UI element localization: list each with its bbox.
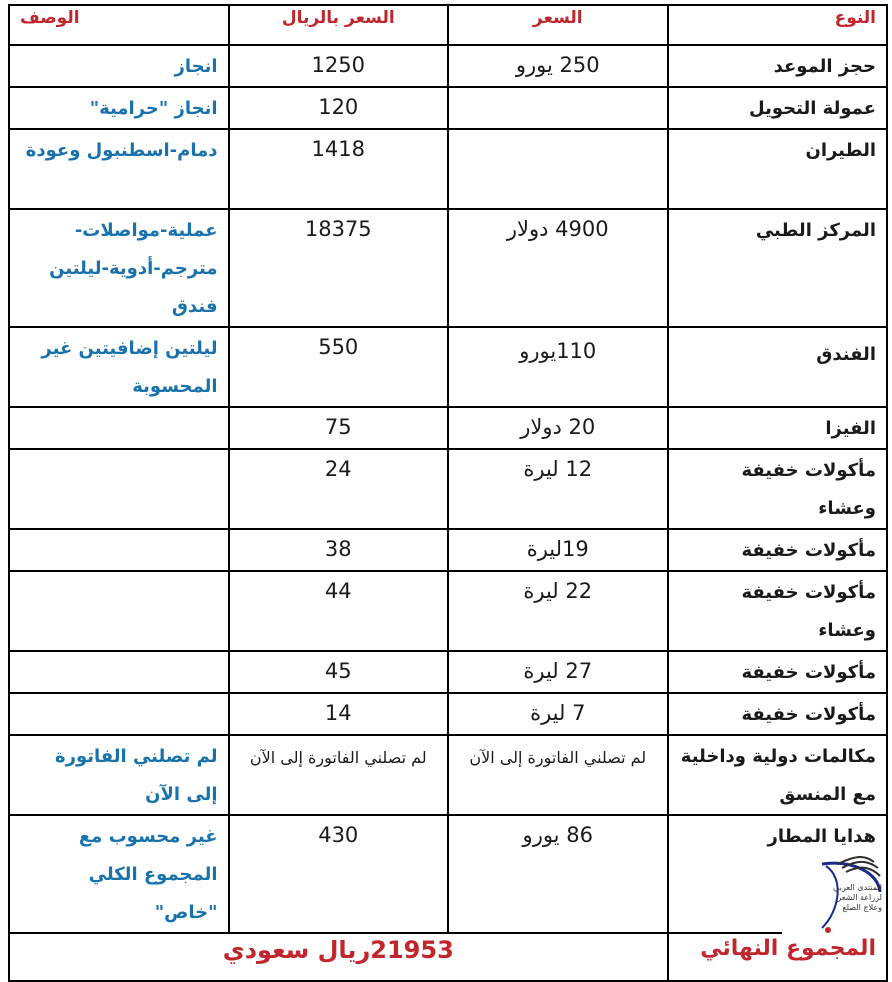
- table-row: [9, 815, 887, 933]
- cell-type: الفندق: [668, 327, 888, 407]
- header-type: النوع: [668, 5, 888, 45]
- total-value: 21953ريال سعودي: [9, 933, 668, 981]
- table-row: [9, 449, 887, 529]
- table-row: [9, 651, 887, 693]
- table-row: [9, 45, 887, 87]
- cell-price-sar: 44: [229, 571, 449, 651]
- cell-description: انجاز "حرامية": [9, 87, 229, 129]
- logo-graphic: [782, 852, 886, 936]
- cell-price-sar: 38: [229, 529, 449, 571]
- cell-type: الطيران: [668, 129, 888, 209]
- cell-price: 27 ليرة: [448, 651, 668, 693]
- cell-description: [9, 529, 229, 571]
- cell-price: 19ليرة: [448, 529, 668, 571]
- cell-description: ليلتين إضافيتين غير المحسوبة: [9, 327, 229, 407]
- cell-price-sar: 1250: [229, 45, 449, 87]
- table-row: [9, 327, 887, 407]
- cell-description: غير محسوب مع المجموع الكلي "خاص": [9, 815, 229, 933]
- cell-price-sar: 1418: [229, 129, 449, 209]
- cell-price-sar: لم تصلني الفاتورة إلى الآن: [229, 735, 449, 815]
- cell-price: [448, 129, 668, 209]
- cell-description: [9, 693, 229, 735]
- cell-type: مأكولات خفيفة وعشاء: [668, 571, 888, 651]
- cell-type: عمولة التحويل: [668, 87, 888, 129]
- cell-price-sar: 45: [229, 651, 449, 693]
- header-row: [9, 5, 887, 45]
- cell-description: دمام-اسطنبول وعودة: [9, 129, 229, 209]
- cell-type: الفيزا: [668, 407, 888, 449]
- table-row: [9, 407, 887, 449]
- cell-price: 4900 دولار: [448, 209, 668, 327]
- cell-description: [9, 571, 229, 651]
- cell-type: مأكولات خفيفة: [668, 693, 888, 735]
- cell-description: انجاز: [9, 45, 229, 87]
- cell-price: لم تصلني الفاتورة إلى الآن: [448, 735, 668, 815]
- cell-type: مأكولات خفيفة: [668, 529, 888, 571]
- cell-description: عملية-مواصلات-مترجم-أدوية-ليلتين فندق: [9, 209, 229, 327]
- cell-price: 7 ليرة: [448, 693, 668, 735]
- cell-description: [9, 449, 229, 529]
- table-row: [9, 87, 887, 129]
- table-row: [9, 529, 887, 571]
- cell-price: 22 ليرة: [448, 571, 668, 651]
- cell-price: 110يورو: [448, 327, 668, 407]
- total-row: [9, 933, 887, 981]
- cell-type: مكالمات دولية وداخلية مع المنسق: [668, 735, 888, 815]
- cell-price-sar: 24: [229, 449, 449, 529]
- logo-line-1: المنتدى العربي: [833, 883, 882, 892]
- cell-price-sar: 14: [229, 693, 449, 735]
- cost-table: [8, 4, 888, 982]
- cell-type: المركز الطبي: [668, 209, 888, 327]
- total-label: المجموع النهائي: [668, 933, 888, 981]
- cell-price-sar: 18375: [229, 209, 449, 327]
- table-row: [9, 693, 887, 735]
- cell-price-sar: 550: [229, 327, 449, 407]
- cell-type: هدايا المطار: [668, 815, 888, 933]
- header-description: الوصف: [9, 5, 229, 45]
- cell-price: 250 يورو: [448, 45, 668, 87]
- cell-description: لم تصلني الفاتورة إلى الآن: [9, 735, 229, 815]
- cell-price-sar: 120: [229, 87, 449, 129]
- cell-type: مأكولات خفيفة: [668, 651, 888, 693]
- header-price: السعر: [448, 5, 668, 45]
- table-row: [9, 129, 887, 209]
- table-row: [9, 735, 887, 815]
- cell-type: حجز الموعد: [668, 45, 888, 87]
- cell-price: 86 يورو: [448, 815, 668, 933]
- cell-price: [448, 87, 668, 129]
- cell-description: [9, 407, 229, 449]
- cell-description: [9, 651, 229, 693]
- cell-price: 20 دولار: [448, 407, 668, 449]
- table-row: [9, 571, 887, 651]
- table-row: [9, 209, 887, 327]
- logo-line-3: وعلاج الصلع: [842, 903, 882, 912]
- logo-line-2: لزراعة الشعر: [837, 893, 882, 902]
- forum-logo-icon: [782, 852, 886, 936]
- cell-price-sar: 75: [229, 407, 449, 449]
- header-price-sar: السعر بالريال: [229, 5, 449, 45]
- cell-price: 12 ليرة: [448, 449, 668, 529]
- cell-type: مأكولات خفيفة وعشاء: [668, 449, 888, 529]
- cell-price-sar: 430: [229, 815, 449, 933]
